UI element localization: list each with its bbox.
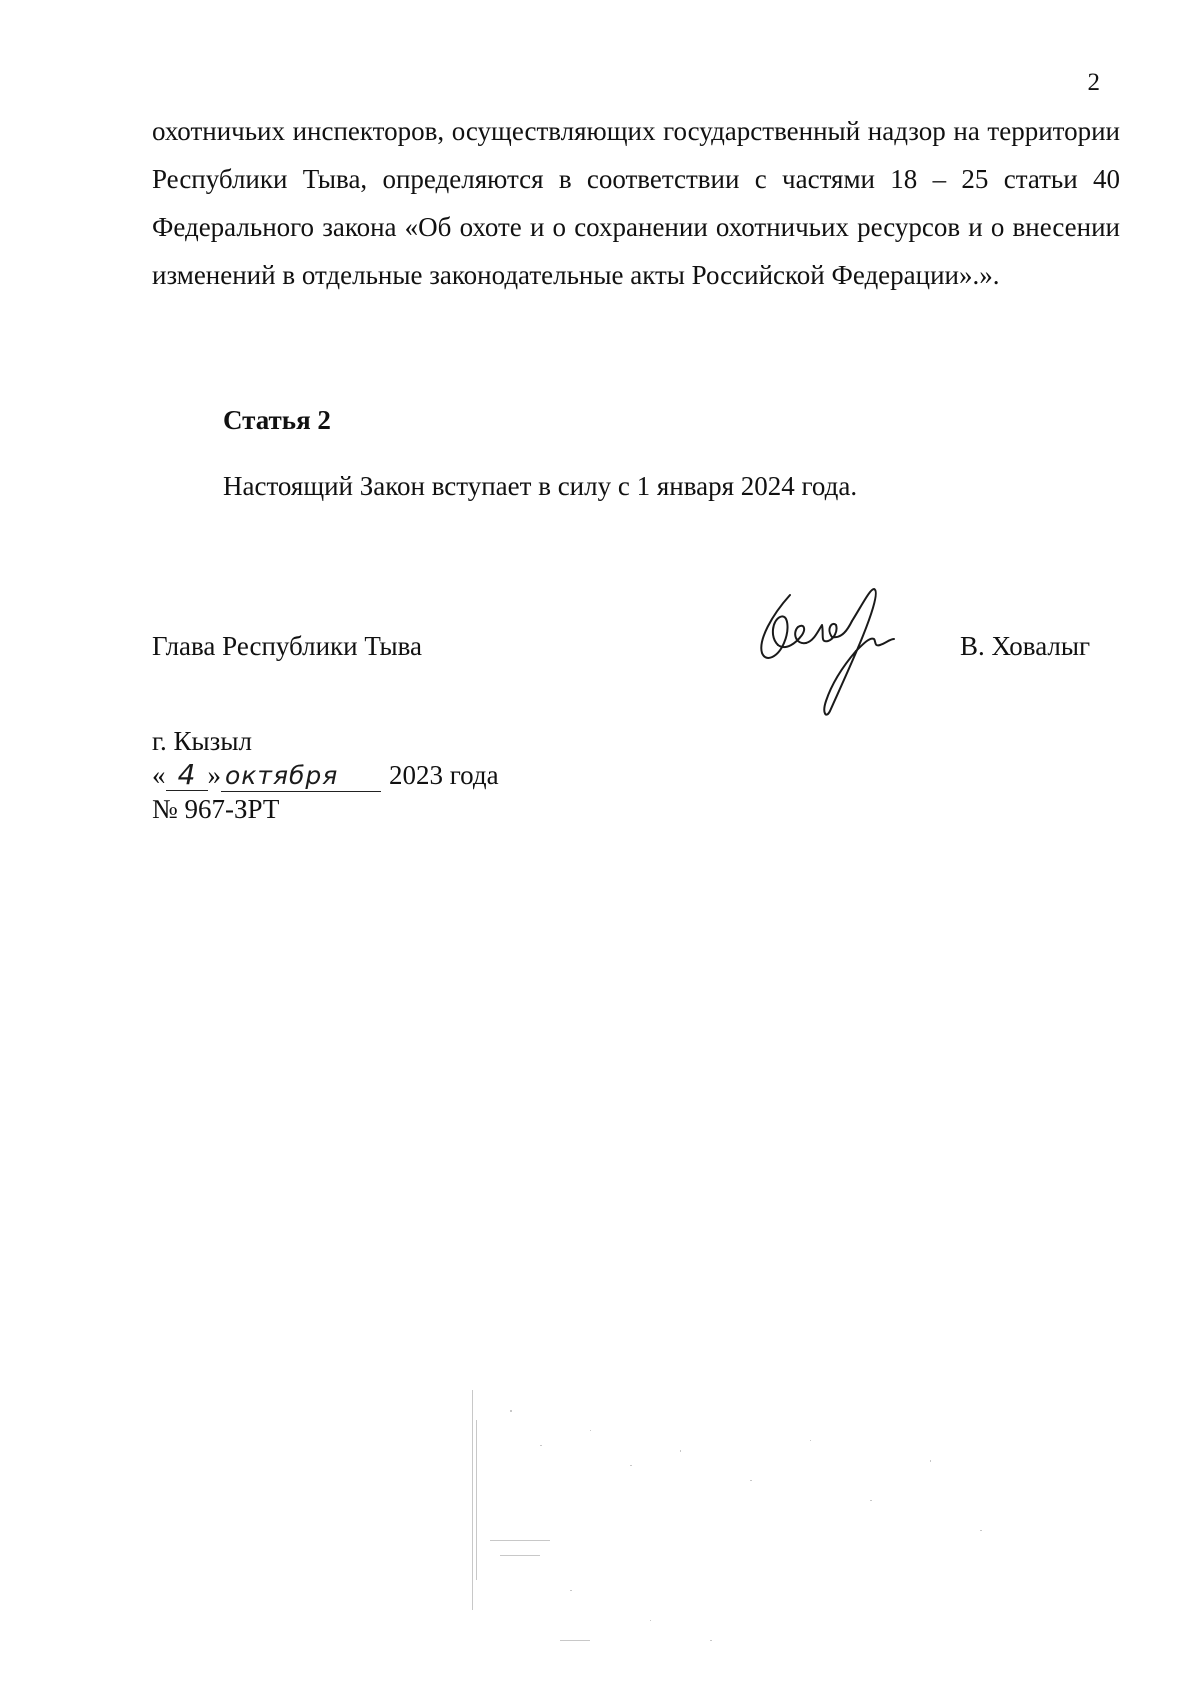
scan-artifact [470,1390,1030,1660]
signer-title: Глава Республики Тыва [152,631,423,661]
city-line: г. Кызыл [152,726,252,756]
place-date-block [152,724,499,826]
article-heading: Статья 2 [223,405,331,435]
body-text-block [152,107,1120,299]
article-text: Настоящий Закон вступает в силу с 1 января 2024 года. [223,471,858,501]
date-line [152,758,499,792]
open-quote: « [152,760,166,790]
close-quote: » [207,760,221,790]
handwritten-signature [752,585,912,720]
signer-name: В. Ховалыг [960,631,1091,661]
year-text: 2023 года [389,760,499,790]
handwritten-day: 4 [166,760,208,791]
law-number: № 967-ЗРТ [152,794,280,824]
page-number: 2 [1087,69,1100,96]
body-paragraph: охотничьих инспекторов, осуществляющих государственный надзор на территории Республики Тыва, определяются в соответствии с частями 18 – 25 статьи 40 Федерального закона «Об охоте и о сохранении охотничьих ресурсов и о внесении изменений в отдельные законодательные акты Российской Федерации».». [152,116,1120,290]
handwritten-month: октября [221,762,381,792]
